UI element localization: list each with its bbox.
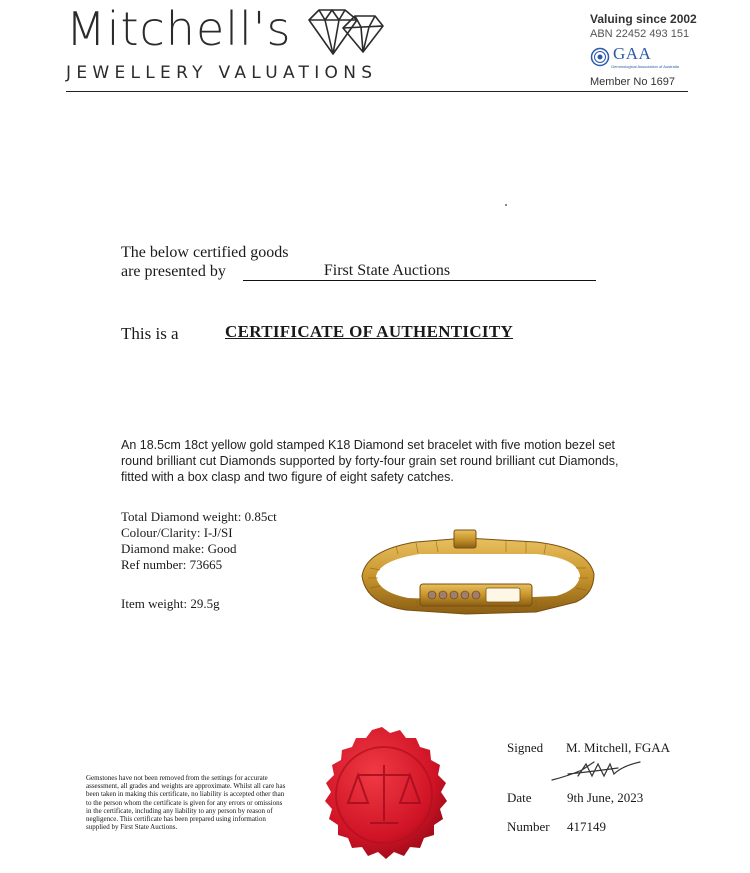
- handwritten-signature: [548, 756, 658, 784]
- valuing-since: Valuing since 2002: [590, 12, 697, 26]
- gaa-text: GAA: [613, 44, 652, 63]
- brand-name: Mitchell's: [66, 2, 292, 56]
- item-weight: Item weight: 29.5g: [121, 596, 220, 611]
- gaa-emblem-icon: [590, 47, 610, 67]
- header-divider: [66, 91, 688, 92]
- item-description: An 18.5cm 18ct yellow gold stamped K18 Diamond set bracelet with five motion bezel set round brilliant cut Diamonds supported by forty-four grain set round brilliant cut Diamonds, fitted with a box clasp and two figure of eight safety catches.: [121, 438, 619, 484]
- certificate-title: CERTIFICATE OF AUTHENTICITY: [225, 322, 514, 341]
- wax-seal-image: [308, 725, 456, 873]
- date-label: Date: [507, 790, 532, 805]
- intro-line-1: The below certified goods: [121, 244, 289, 261]
- spec-diamond-make: Diamond make: Good: [121, 541, 237, 556]
- diamond-logo-icon: [305, 6, 385, 58]
- signed-value: M. Mitchell, FGAA: [566, 740, 670, 755]
- bracelet-image: [356, 528, 600, 624]
- spec-list: [121, 509, 277, 573]
- abn-number: ABN 22452 493 151: [590, 28, 690, 40]
- disclaimer-text: Gemstones have not been removed from the settings for accurate assessment, all grades and weights are approximate. Whilst all care has been taken in making this certificate, no liability is accepted other than to the person whom the certificate is given for any errors or omissions in the certificate, including any liability to any person by reason of negligence. This certificate has been prepared using information supplied by First State Auctions.: [86, 774, 286, 832]
- signed-label: Signed: [507, 740, 544, 755]
- number-label: Number: [507, 819, 550, 834]
- spec-colour-clarity: Colour/Clarity: I-J/SI: [121, 525, 233, 540]
- intro-line-2: are presented by: [121, 263, 226, 280]
- spec-total-diamond-weight: Total Diamond weight: 0.85ct: [121, 509, 277, 524]
- spec-ref-number: Ref number: 73665: [121, 557, 223, 572]
- speck: [505, 204, 507, 206]
- number-value: 417149: [567, 819, 606, 834]
- date-value: 9th June, 2023: [567, 790, 644, 805]
- gaa-fine-print: Gemmological Association of Australia: [611, 64, 679, 69]
- gaa-logo: [590, 44, 700, 69]
- title-prefix: This is a: [121, 324, 179, 343]
- brand-subtitle: JEWELLERY VALUATIONS: [66, 63, 378, 83]
- presenter-name: First State Auctions: [323, 262, 451, 279]
- credentials-block: [590, 12, 700, 88]
- member-number: Member No 1697: [590, 76, 675, 88]
- presenter-underline: [243, 280, 596, 281]
